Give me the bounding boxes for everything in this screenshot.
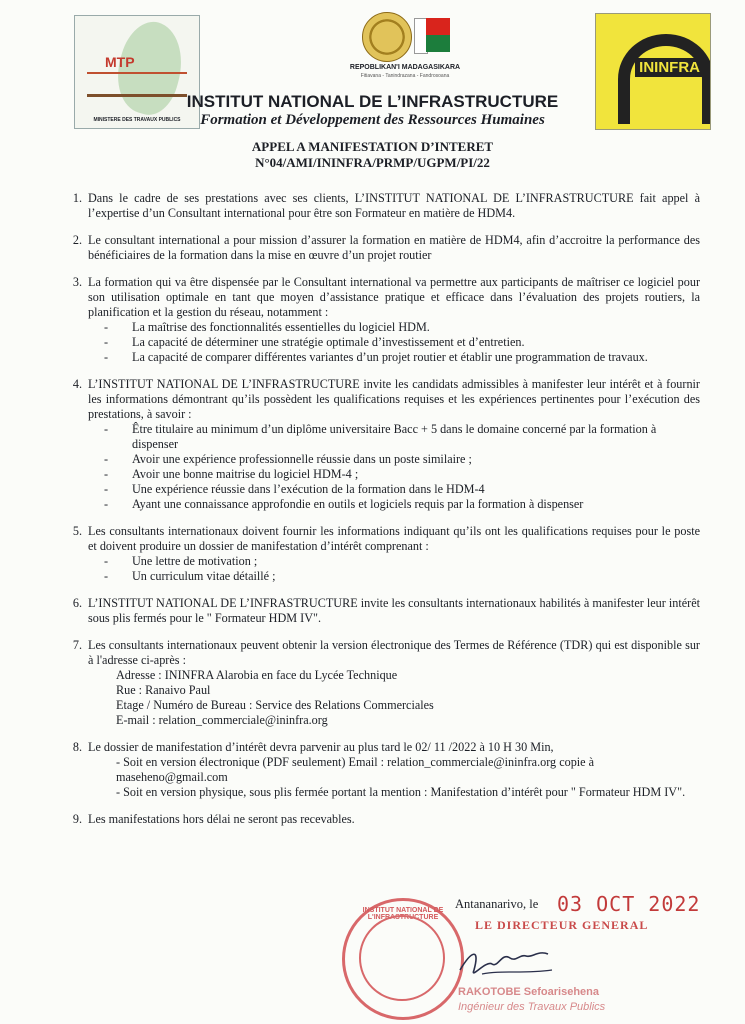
bullet-item: - Un curriculum vitae détaillé ; [104, 569, 700, 584]
bullet-list [88, 320, 700, 365]
email-line: E-mail : relation_commerciale@ininfra.org [116, 713, 328, 727]
item-text: Les consultants internationaux peuvent obtenir la version électronique des Termes de Référence (TDR) qui est disponible sur à l'adresse ci-après : [88, 638, 700, 667]
physical-submission: - Soit en version physique, sous plis fermée portant la mention : Manifestation d’intérêt pour " Formateur HDM IV". [116, 785, 686, 799]
item-number: 9. [72, 812, 82, 826]
coat-of-arms-icon [362, 12, 412, 62]
item-7 [60, 638, 700, 728]
republic-seal [330, 10, 480, 80]
items-list [60, 191, 700, 839]
item-text: La formation qui va être dispensée par le Consultant international va permettre aux participants de maîtriser ce logiciel pour son utilisation optimale en tant que moyen d’assistance pratique et efficace dans l’évaluation des projets routiers, la planification et la gestion du réseau, notamment : [88, 275, 700, 319]
mtp-logo-caption: MINISTERE DES TRAVAUX PUBLICS [93, 117, 181, 123]
address-line: Adresse : ININFRA Alarobia en face du Lycée Technique [116, 668, 398, 682]
bullet-item: - La maîtrise des fonctionnalités essentielles du logiciel HDM. [104, 320, 700, 335]
bullet-item: - Une lettre de motivation ; [104, 554, 700, 569]
signatory-title: Ingénieur des Travaux Publics [458, 1001, 606, 1013]
bullet-item: - La capacité de déterminer une stratégie optimale d’investissement et d’entretien. [104, 335, 700, 350]
date-stamp: 03 OCT 2022 [557, 892, 701, 916]
submission-options [88, 755, 700, 800]
official-stamp [342, 898, 464, 1020]
bullet-item: - Être titulaire au minimum d’un diplôme universitaire Bacc + 5 dans le domaine concerné par la formation à dispenser [104, 422, 700, 452]
stamp-text: INSTITUT NATIONAL DE L'INFRASTRUCTURE [362, 907, 444, 921]
document-reference: N°04/AMI/ININFRA/PRMP/UGPM/PI/22 [255, 155, 490, 170]
bullet-item: - Une expérience réussie dans l’exécution de la formation dans le HDM-4 [104, 482, 700, 497]
item-2 [60, 233, 700, 263]
item-number: 2. [72, 233, 82, 247]
item-text: L’INSTITUT NATIONAL DE L’INFRASTRUCTURE invite les candidats admissibles à manifester leur intérêt et à fournir les informations démontrant qu’ils possèdent les qualifications requises et les expériences pertinentes pour l’exécution des prestations, à savoir : [88, 377, 700, 421]
item-text: Le dossier de manifestation d’intérêt devra parvenir au plus tard le 02/ 11 /2022 à 10 H 30 Min, [88, 740, 554, 754]
item-number: 6. [72, 596, 82, 610]
republic-name: REPOBLIKAN'I MADAGASIKARA [349, 64, 461, 71]
item-3 [60, 275, 700, 365]
bullet-list [88, 554, 700, 584]
institute-subtitle: Formation et Développement des Ressources Humaines [200, 112, 545, 128]
item-number: 8. [72, 740, 82, 754]
item-text: Les consultants internationaux doivent fournir les informations indiquant qu’ils ont les qualifications requises pour le poste et doivent produire un dossier de manifestation d’intérêt comprenant : [88, 524, 700, 553]
bullet-item: - Ayant une connaissance approfondie en outils et logiciels requis par la formation à dispenser [104, 497, 700, 512]
electronic-submission: - Soit en version électronique (PDF seulement) Email : relation_commerciale@ininfra.org copie à maseheno@gmail.com [116, 755, 595, 784]
office-line: Etage / Numéro de Bureau : Service des Relations Commerciales [116, 698, 434, 712]
item-1 [60, 191, 700, 221]
item-4 [60, 377, 700, 512]
item-8 [60, 740, 700, 800]
item-text: Les manifestations hors délai ne seront pas recevables. [88, 812, 355, 826]
item-number: 7. [72, 638, 82, 652]
item-number: 3. [72, 275, 82, 289]
mtp-logo-text: MTP [105, 54, 135, 70]
republic-motto: Fitiavana - Tanindrazana - Fandrosoana [360, 73, 450, 79]
item-number: 5. [72, 524, 82, 538]
director-role: LE DIRECTEUR GENERAL [475, 918, 649, 932]
item-9 [60, 812, 700, 827]
institute-name: INSTITUT NATIONAL DE L’INFRASTRUCTURE [186, 92, 559, 111]
item-5 [60, 524, 700, 584]
item-text: L’INSTITUT NATIONAL DE L’INFRASTRUCTURE invite les consultants internationaux habilités à manifester leur intérêt sous plis fermés pour le " Formateur HDM IV". [88, 596, 700, 625]
ininfra-logo-text: ININFRA [635, 58, 704, 77]
handwritten-signature [452, 940, 562, 984]
item-number: 4. [72, 377, 82, 391]
bullet-item: - Avoir une expérience professionnelle réussie dans un poste similaire ; [104, 452, 700, 467]
street-line: Rue : Ranaivo Paul [116, 683, 211, 697]
item-text: Le consultant international a pour mission d’assurer la formation en matière de HDM4, afin d’accroitre la performance des bénéficiaires de la formation dans la mise en œuvre d’un projet routier [88, 233, 700, 262]
item-text: Dans le cadre de ses prestations avec ses clients, L’INSTITUT NATIONAL DE L’INFRASTRUCTURE fait appel à l’expertise d’un Consultant international pour être son Formateur en matière de HDM4. [88, 191, 700, 220]
bullet-item: - Avoir une bonne maitrise du logiciel HDM-4 ; [104, 467, 700, 482]
place-date: Antananarivo, le [455, 897, 539, 911]
document-title: APPEL A MANIFESTATION D’INTERET [251, 139, 494, 154]
address-block [88, 668, 700, 728]
bullet-item: - La capacité de comparer différentes variantes d’un projet routier et établir une programmation de travaux. [104, 350, 700, 365]
item-number: 1. [72, 191, 82, 205]
bullet-list [88, 422, 700, 512]
item-6 [60, 596, 700, 626]
signatory-name: RAKOTOBE Sefoarisehena [458, 986, 600, 998]
